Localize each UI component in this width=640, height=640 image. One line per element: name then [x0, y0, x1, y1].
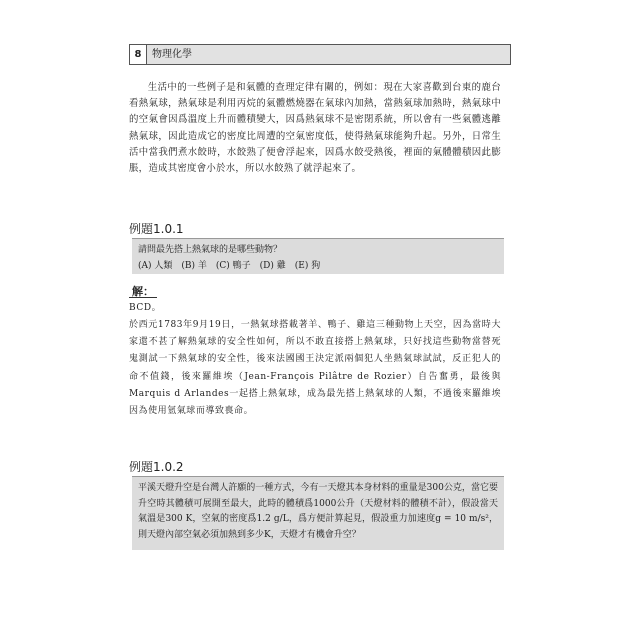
- page-number: 8: [130, 45, 147, 64]
- example-1-title: 例題1.0.1: [129, 222, 184, 236]
- example-2-question: 平溪天燈升空是台灣人許願的一種方式，今有一天燈其本身材料的重量是300公克，當它要升空時其體積可展開至最大，此時的體積爲1000公升（天燈材料的體積不計），假設當天氣溫是300 K，空氣的密度爲1.2 g/L，爲方便計算起見，假設重力加速度g = 10 m/s²，則天燈內部空氣必須加熱到多少K，天燈才有機會升空？: [138, 483, 498, 540]
- answer-letters: BCD。: [129, 303, 162, 313]
- intro-paragraph: 生活中的一些例子是和氣體的查理定律有關的，例如：現在大家喜歡到台東的鹿台看熱氣球，熱氣球是利用丙烷的氣體燃燒器在氣球內加熱，當熱氣球加熱時，熱氣球中的空氣會因爲溫度上升而體積變大，因爲熱氣球不是密閉系統，所以會有一些氣體逃離熱氣球，因此造成它的密度比周遭的空氣密度低，使得熱氣球能夠升起。另外，日常生活中當我們煮水餃時，水餃熟了便會浮起來，因爲水餃受熱後，裡面的氣體體積因此膨脹，造成其密度會小於水，所以水餃熟了就浮起來了。: [129, 82, 501, 175]
- example-2-title: 例題1.0.2: [129, 460, 184, 474]
- answer-label: 解：: [129, 283, 157, 298]
- example-1-options: (A) 人類 (B) 羊 (C) 鴨子 (D) 雞 (E) 狗: [138, 260, 321, 271]
- example-1-box: [132, 238, 504, 274]
- example-1-question: 請問最先搭上熱氣球的是哪些動物？: [138, 245, 283, 255]
- page-header: [129, 44, 511, 65]
- example-2-box: [132, 476, 504, 550]
- chapter-title: 物理化學: [152, 49, 192, 60]
- answer-explanation: 於西元1783年9月19日，一熱氣球搭載著羊、鴨子、雞這三種動物上天空，因為當時大家還不甚了解熱氣球的安全性如何，所以不敢直接搭上熱氣球，只好找這些動物當替死鬼測試一下熱氣球的安全性，後來法國國王決定派兩個犯人坐熱氣球試試，反正犯人的命不值錢，後來羅維埃（Jean-François Pilâtre de Rozier）自告奮勇，最後與Marquis d Arlandes一起搭上熱氣球，成為最先搭上熱氣球的人類，不過後來羅維埃因為使用氫氣球而導致喪命。: [129, 320, 501, 417]
